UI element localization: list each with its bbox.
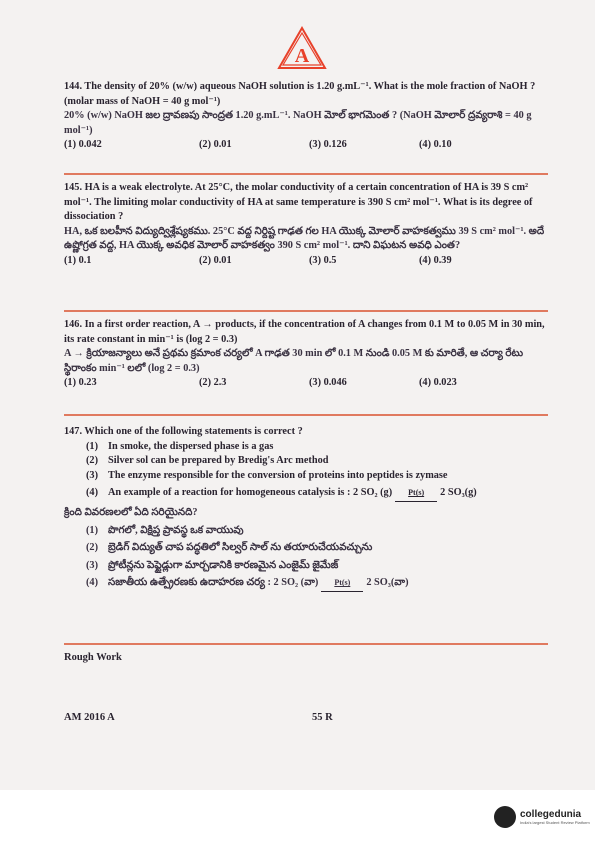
question-telugu: A → క్రియాజన్యాలు అనే ప్రథమ క్రమాంక చర్యలో A గాఢత 30 min లో 0.1 M నుండి 0.05 M కు మారితే, ఆ చర్యా రేటు స్థిరాంకం min⁻¹ లలో (log 2 = 0.3) bbox=[64, 348, 524, 374]
option-text: The enzyme responsible for the conversion of proteins into peptides is zymase bbox=[108, 469, 448, 481]
reaction-arrow bbox=[395, 486, 437, 502]
option-te-2 bbox=[86, 541, 554, 556]
badge-letter: A bbox=[294, 45, 310, 67]
option-1: (1) 0.1 bbox=[64, 254, 92, 266]
option-text: An example of a reaction for homogeneous catalysis is : 2 SO₂ (g) bbox=[108, 487, 393, 499]
rough-work-label: Rough Work bbox=[64, 652, 122, 663]
option-en-2 bbox=[86, 454, 554, 469]
option-2: (2) 0.01 bbox=[199, 254, 232, 266]
option-text: బ్రెడిగ్ విద్యుత్ చాప పద్ధతిలో సిల్వర్ సాల్ ను తయారుచేయవచ్చును bbox=[108, 542, 373, 554]
question-146 bbox=[64, 318, 554, 391]
question-147 bbox=[64, 425, 554, 592]
question-stem bbox=[64, 80, 554, 109]
options-row bbox=[64, 254, 554, 269]
question-telugu: HA, ఒక బలహీన విద్యుద్విశ్లేష్యకము. 25°C వద్ద నిర్దిష్ట గాఢత గల HA యొక్క మోలార్ వాహకత్వము 39 S cm² mol⁻¹. అదే ఉష్ణోగ్రత వద్ద, HA యొక్క అవధిక మోలార్ వాహకత్వం 390 S cm² mol⁻¹. దాని విఘటన అవధి ఎంత? bbox=[64, 225, 545, 252]
option-3: (3) 0.126 bbox=[309, 139, 347, 151]
question-stem bbox=[64, 181, 554, 225]
option-number: (1) bbox=[86, 440, 99, 452]
divider bbox=[64, 414, 548, 416]
question-text: The density of 20% (w/w) aqueous NaOH solution is 1.20 g.mL⁻¹. What is the mole fraction of NaOH ? (molar mass of NaOH = 40 g mol⁻¹) bbox=[64, 81, 536, 107]
option-product: 2 SO₃(వా) bbox=[366, 577, 409, 589]
logo-avatar-icon bbox=[494, 806, 516, 828]
question-number: 145. bbox=[64, 182, 83, 193]
question-stem bbox=[64, 318, 554, 347]
option-4: (4) 0.39 bbox=[419, 254, 452, 266]
option-text: పొగలో, విక్షిప్త ప్రావస్థ ఒక వాయువు bbox=[108, 524, 244, 536]
catalyst-label: Pt(s) bbox=[408, 488, 425, 498]
option-product: 2 SO₃(g) bbox=[440, 487, 477, 499]
logo-tagline: India's largest Student Review Platform bbox=[520, 820, 590, 825]
option-number: (1) bbox=[86, 524, 99, 536]
question-number: 147. bbox=[64, 426, 83, 437]
divider bbox=[64, 310, 548, 312]
option-4: (4) 0.023 bbox=[419, 377, 457, 389]
divider bbox=[64, 173, 548, 175]
option-1: (1) 0.042 bbox=[64, 139, 102, 151]
question-text: In a first order reaction, A → products, if the concentration of A changes from 0.1 M to 0.05 M in 30 min, its rate constant in min⁻¹ is (log 2 = 0.3) bbox=[64, 319, 545, 345]
question-145 bbox=[64, 181, 554, 269]
option-number: (3) bbox=[86, 469, 99, 481]
page-number: 55 R bbox=[312, 712, 333, 723]
catalyst-label: Pt(s) bbox=[334, 578, 351, 588]
question-text: Which one of the following statements is correct ? bbox=[84, 426, 303, 437]
option-number: (3) bbox=[86, 559, 99, 571]
question-144 bbox=[64, 80, 554, 153]
option-te-1 bbox=[86, 524, 554, 539]
option-1: (1) 0.23 bbox=[64, 377, 97, 389]
question-stem bbox=[64, 425, 554, 440]
option-en-3 bbox=[86, 469, 554, 484]
option-number: (2) bbox=[86, 455, 99, 467]
option-3: (3) 0.046 bbox=[309, 377, 347, 389]
option-number: (4) bbox=[86, 577, 99, 589]
option-text: Silver sol can be prepared by Bredig's Arc method bbox=[108, 455, 329, 467]
question-text: HA is a weak electrolyte. At 25°C, the molar conductivity of a certain concentration of HA is 39 S cm² mol⁻¹. The limiting molar conductivity of HA at same temperature is 390 S cm² mol⁻¹. What is its degree of dissociation ? bbox=[64, 182, 533, 223]
option-text: ప్రోటీన్లను పెప్టైడ్లుగా మార్చడానికి కారణమైన ఎంజైమ్ జైమేజ్ bbox=[108, 559, 339, 571]
options-row bbox=[64, 376, 554, 391]
options-row bbox=[64, 138, 554, 153]
option-te-3 bbox=[86, 559, 554, 574]
option-text: In smoke, the dispersed phase is a gas bbox=[108, 440, 274, 452]
option-number: (2) bbox=[86, 542, 99, 554]
question-number: 146. bbox=[64, 319, 83, 330]
option-number: (4) bbox=[86, 487, 99, 499]
option-4: (4) 0.10 bbox=[419, 139, 452, 151]
booklet-code: AM 2016 A bbox=[64, 712, 115, 723]
option-2: (2) 0.01 bbox=[199, 139, 232, 151]
divider bbox=[64, 643, 548, 645]
question-number: 144. bbox=[64, 81, 83, 92]
set-a-badge bbox=[277, 26, 327, 70]
option-3: (3) 0.5 bbox=[309, 254, 337, 266]
question-telugu: 20% (w/w) NaOH జల ద్రావణపు సాంద్రత 1.20 g.mL⁻¹. NaOH మోల్ భాగమెంత ? (NaOH మోలార్ ద్రవ్యరాశి = 40 g mol⁻¹) bbox=[64, 110, 532, 136]
option-2: (2) 2.3 bbox=[199, 377, 227, 389]
question-telugu: క్రింది వివరణలలో ఏది సరియైనది? bbox=[64, 506, 198, 518]
option-en-4 bbox=[86, 486, 554, 502]
collegedunia-logo bbox=[494, 806, 590, 828]
reaction-arrow bbox=[321, 576, 363, 592]
option-te-4 bbox=[86, 576, 554, 592]
option-text: సజాతీయ ఉత్ప్రేరణకు ఉదాహరణ చర్య : 2 SO₂ (వా) bbox=[108, 577, 319, 589]
option-en-1 bbox=[86, 440, 554, 455]
logo-name: collegedunia bbox=[520, 809, 582, 820]
